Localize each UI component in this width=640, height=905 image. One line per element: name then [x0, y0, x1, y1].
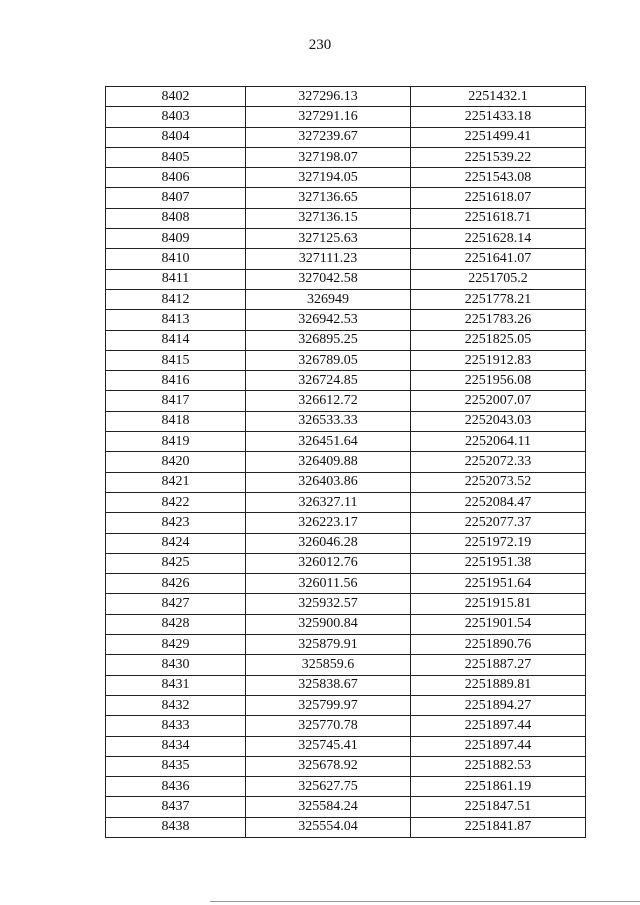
y-coordinate-cell: 2251956.08 — [411, 371, 586, 391]
y-coordinate-cell: 2251889.81 — [411, 675, 586, 695]
x-coordinate-cell: 325627.75 — [246, 777, 411, 797]
point-number-cell: 8438 — [106, 817, 246, 837]
x-coordinate-cell: 326949 — [246, 289, 411, 309]
x-coordinate-cell: 325678.92 — [246, 756, 411, 776]
point-number-cell: 8419 — [106, 432, 246, 452]
x-coordinate-cell: 327291.16 — [246, 107, 411, 127]
x-coordinate-cell: 327042.58 — [246, 269, 411, 289]
table-row — [106, 208, 586, 228]
x-coordinate-cell: 327111.23 — [246, 249, 411, 269]
table-row — [106, 168, 586, 188]
point-number-cell: 8404 — [106, 127, 246, 147]
table-row — [106, 269, 586, 289]
x-coordinate-cell: 326789.05 — [246, 350, 411, 370]
x-coordinate-cell: 325799.97 — [246, 695, 411, 715]
point-number-cell: 8429 — [106, 635, 246, 655]
y-coordinate-cell: 2251778.21 — [411, 289, 586, 309]
x-coordinate-cell: 327136.65 — [246, 188, 411, 208]
point-number-cell: 8418 — [106, 411, 246, 431]
table-row — [106, 147, 586, 167]
x-coordinate-cell: 325554.04 — [246, 817, 411, 837]
point-number-cell: 8422 — [106, 492, 246, 512]
table-row — [106, 777, 586, 797]
table-row — [106, 635, 586, 655]
table-row — [106, 310, 586, 330]
point-number-cell: 8410 — [106, 249, 246, 269]
point-number-cell: 8412 — [106, 289, 246, 309]
point-number-cell: 8425 — [106, 553, 246, 573]
table-row — [106, 452, 586, 472]
x-coordinate-cell: 326612.72 — [246, 391, 411, 411]
table-row — [106, 249, 586, 269]
y-coordinate-cell: 2251825.05 — [411, 330, 586, 350]
table-row — [106, 797, 586, 817]
y-coordinate-cell: 2251972.19 — [411, 533, 586, 553]
table-row — [106, 553, 586, 573]
y-coordinate-cell: 2251887.27 — [411, 655, 586, 675]
point-number-cell: 8402 — [106, 87, 246, 107]
y-coordinate-cell: 2251641.07 — [411, 249, 586, 269]
point-number-cell: 8426 — [106, 574, 246, 594]
table-row — [106, 614, 586, 634]
y-coordinate-cell: 2251901.54 — [411, 614, 586, 634]
y-coordinate-cell: 2252043.03 — [411, 411, 586, 431]
x-coordinate-cell: 326942.53 — [246, 310, 411, 330]
table-row — [106, 432, 586, 452]
y-coordinate-cell: 2251912.83 — [411, 350, 586, 370]
table-row — [106, 188, 586, 208]
x-coordinate-cell: 325932.57 — [246, 594, 411, 614]
table-row — [106, 411, 586, 431]
x-coordinate-cell: 327239.67 — [246, 127, 411, 147]
point-number-cell: 8434 — [106, 736, 246, 756]
y-coordinate-cell: 2252064.11 — [411, 432, 586, 452]
table-row — [106, 594, 586, 614]
y-coordinate-cell: 2251539.22 — [411, 147, 586, 167]
x-coordinate-cell: 326724.85 — [246, 371, 411, 391]
y-coordinate-cell: 2251951.38 — [411, 553, 586, 573]
page-bottom-edge — [210, 901, 640, 902]
y-coordinate-cell: 2251618.71 — [411, 208, 586, 228]
y-coordinate-cell: 2252084.47 — [411, 492, 586, 512]
point-number-cell: 8428 — [106, 614, 246, 634]
y-coordinate-cell: 2251841.87 — [411, 817, 586, 837]
point-number-cell: 8403 — [106, 107, 246, 127]
y-coordinate-cell: 2252077.37 — [411, 513, 586, 533]
point-number-cell: 8411 — [106, 269, 246, 289]
x-coordinate-cell: 326403.86 — [246, 472, 411, 492]
point-number-cell: 8408 — [106, 208, 246, 228]
x-coordinate-cell: 325879.91 — [246, 635, 411, 655]
table-row — [106, 330, 586, 350]
x-coordinate-cell: 326011.56 — [246, 574, 411, 594]
table-row — [106, 127, 586, 147]
x-coordinate-cell: 325745.41 — [246, 736, 411, 756]
point-number-cell: 8414 — [106, 330, 246, 350]
point-number-cell: 8435 — [106, 756, 246, 776]
table-row — [106, 289, 586, 309]
point-number-cell: 8421 — [106, 472, 246, 492]
table-row — [106, 695, 586, 715]
table-row — [106, 533, 586, 553]
table-row — [106, 736, 586, 756]
table-row — [106, 655, 586, 675]
y-coordinate-cell: 2251897.44 — [411, 736, 586, 756]
point-number-cell: 8423 — [106, 513, 246, 533]
table-row — [106, 229, 586, 249]
x-coordinate-cell: 327296.13 — [246, 87, 411, 107]
point-number-cell: 8431 — [106, 675, 246, 695]
y-coordinate-cell: 2251897.44 — [411, 716, 586, 736]
table-row — [106, 492, 586, 512]
y-coordinate-cell: 2251705.2 — [411, 269, 586, 289]
y-coordinate-cell: 2251847.51 — [411, 797, 586, 817]
x-coordinate-cell: 325859.6 — [246, 655, 411, 675]
y-coordinate-cell: 2251890.76 — [411, 635, 586, 655]
x-coordinate-cell: 326223.17 — [246, 513, 411, 533]
point-number-cell: 8424 — [106, 533, 246, 553]
point-number-cell: 8430 — [106, 655, 246, 675]
y-coordinate-cell: 2251894.27 — [411, 695, 586, 715]
x-coordinate-cell: 326327.11 — [246, 492, 411, 512]
point-number-cell: 8427 — [106, 594, 246, 614]
x-coordinate-cell: 326409.88 — [246, 452, 411, 472]
y-coordinate-cell: 2251628.14 — [411, 229, 586, 249]
y-coordinate-cell: 2251543.08 — [411, 168, 586, 188]
x-coordinate-cell: 326895.25 — [246, 330, 411, 350]
coordinates-table — [105, 86, 586, 838]
y-coordinate-cell: 2251432.1 — [411, 87, 586, 107]
x-coordinate-cell: 325584.24 — [246, 797, 411, 817]
table-row — [106, 87, 586, 107]
point-number-cell: 8407 — [106, 188, 246, 208]
table-row — [106, 107, 586, 127]
x-coordinate-cell: 327136.15 — [246, 208, 411, 228]
x-coordinate-cell: 326046.28 — [246, 533, 411, 553]
table-row — [106, 756, 586, 776]
point-number-cell: 8436 — [106, 777, 246, 797]
x-coordinate-cell: 326012.76 — [246, 553, 411, 573]
point-number-cell: 8416 — [106, 371, 246, 391]
point-number-cell: 8415 — [106, 350, 246, 370]
y-coordinate-cell: 2252007.07 — [411, 391, 586, 411]
y-coordinate-cell: 2251783.26 — [411, 310, 586, 330]
x-coordinate-cell: 325770.78 — [246, 716, 411, 736]
y-coordinate-cell: 2251433.18 — [411, 107, 586, 127]
coordinates-table-body — [106, 87, 586, 838]
page-number: 230 — [308, 37, 332, 53]
point-number-cell: 8405 — [106, 147, 246, 167]
y-coordinate-cell: 2251915.81 — [411, 594, 586, 614]
point-number-cell: 8432 — [106, 695, 246, 715]
table-row — [106, 513, 586, 533]
table-row — [106, 675, 586, 695]
x-coordinate-cell: 327125.63 — [246, 229, 411, 249]
table-row — [106, 817, 586, 837]
x-coordinate-cell: 325900.84 — [246, 614, 411, 634]
x-coordinate-cell: 325838.67 — [246, 675, 411, 695]
y-coordinate-cell: 2251861.19 — [411, 777, 586, 797]
y-coordinate-cell: 2251618.07 — [411, 188, 586, 208]
point-number-cell: 8433 — [106, 716, 246, 736]
point-number-cell: 8417 — [106, 391, 246, 411]
point-number-cell: 8409 — [106, 229, 246, 249]
y-coordinate-cell: 2251951.64 — [411, 574, 586, 594]
x-coordinate-cell: 326451.64 — [246, 432, 411, 452]
x-coordinate-cell: 327198.07 — [246, 147, 411, 167]
y-coordinate-cell: 2251882.53 — [411, 756, 586, 776]
table-row — [106, 371, 586, 391]
y-coordinate-cell: 2252073.52 — [411, 472, 586, 492]
y-coordinate-cell: 2251499.41 — [411, 127, 586, 147]
x-coordinate-cell: 327194.05 — [246, 168, 411, 188]
y-coordinate-cell: 2252072.33 — [411, 452, 586, 472]
table-row — [106, 350, 586, 370]
table-row — [106, 391, 586, 411]
table-row — [106, 716, 586, 736]
table-row — [106, 472, 586, 492]
x-coordinate-cell: 326533.33 — [246, 411, 411, 431]
point-number-cell: 8413 — [106, 310, 246, 330]
point-number-cell: 8420 — [106, 452, 246, 472]
point-number-cell: 8437 — [106, 797, 246, 817]
point-number-cell: 8406 — [106, 168, 246, 188]
table-row — [106, 574, 586, 594]
